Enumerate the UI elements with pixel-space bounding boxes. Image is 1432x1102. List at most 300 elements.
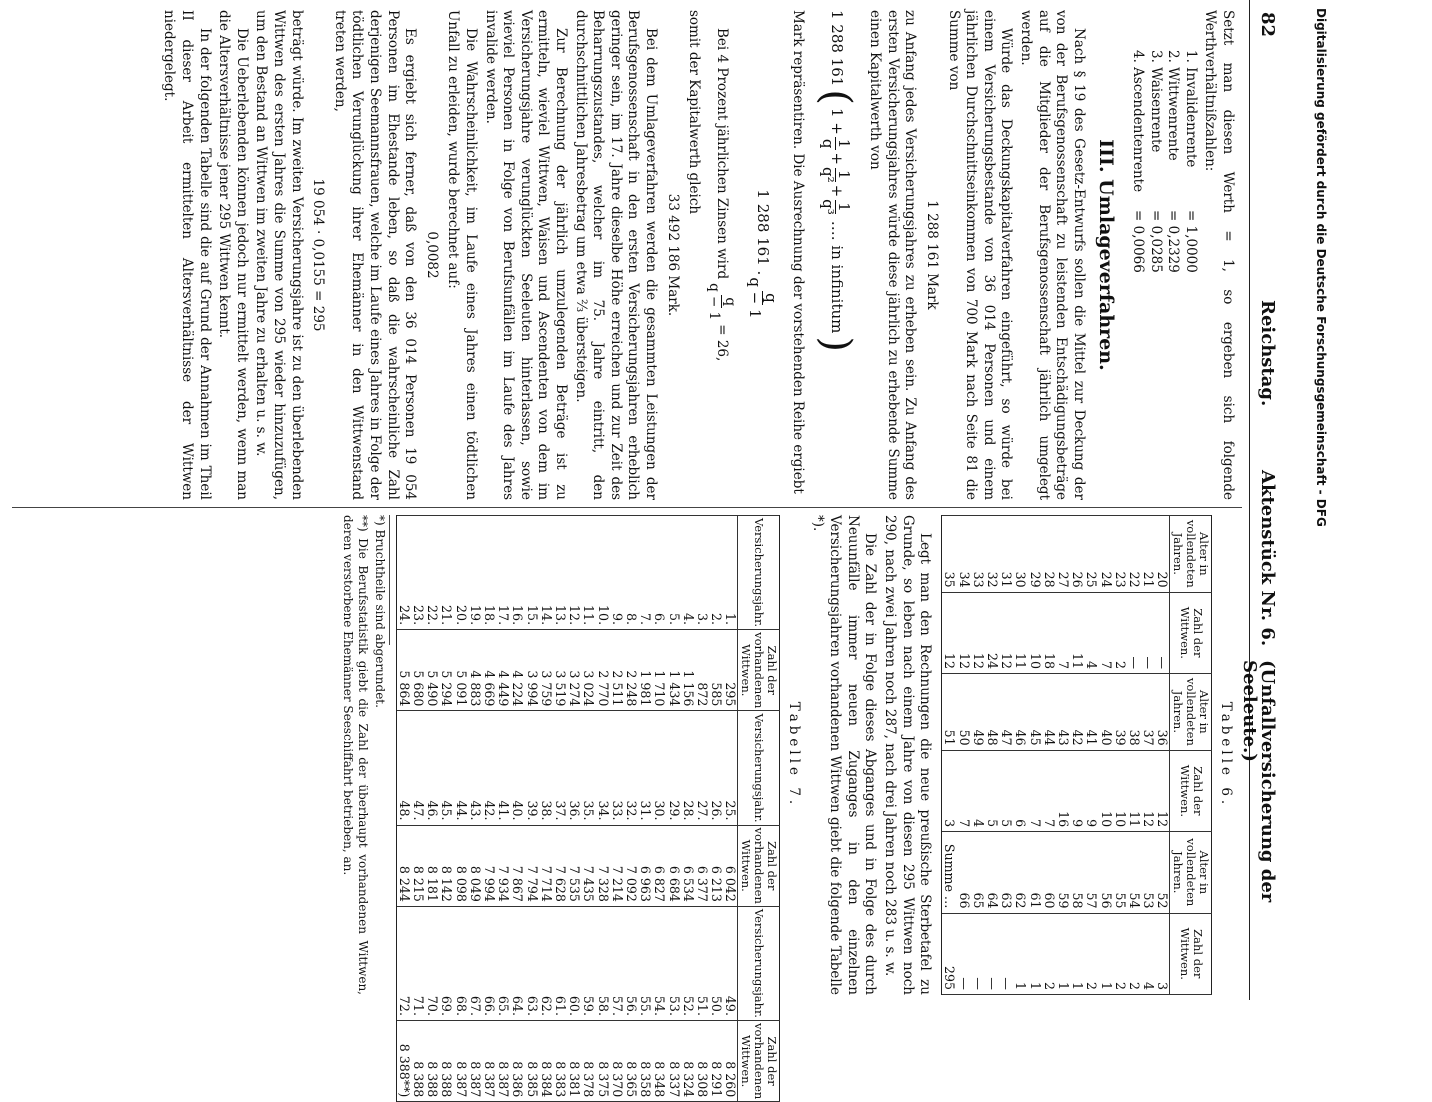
table-cell: 8. [624, 516, 638, 630]
amount: 33 492 186 Mark. [664, 193, 681, 317]
amount: 1 288 161 Mark [924, 200, 941, 310]
list-item: 3. Waisenrente = 0,0285 [1147, 50, 1164, 273]
table-cell: 46 [1013, 674, 1027, 751]
paragraph: Die Wahrscheinlichkeit, im Laufe eines Jahres einen tödtlichen Unfall zu erleiden, wurde berechnet auf: [445, 10, 479, 500]
table-cell: 3 994 [524, 630, 538, 711]
table-cell: 41 [1084, 674, 1098, 751]
table-cell: 8 181 [425, 825, 439, 906]
footnote: *) Bruchtheile sind abgerundet. [372, 515, 387, 708]
table-cell: 8 049 [468, 825, 482, 906]
table-cell: 48 [985, 674, 999, 751]
table-cell: 8 386 [510, 1020, 524, 1101]
table-cell: 18. [482, 516, 496, 630]
list-item: 1. Invalidenrente = 1,0000 [1182, 50, 1199, 273]
table-cell: 3 024 [581, 630, 595, 711]
paragraph: Mark repräsentiren. Die Ausrechnung der vorstehenden Reihe ergiebt [789, 10, 806, 494]
table-cell: 58 [1070, 832, 1084, 913]
table-cell: 23 [1113, 516, 1127, 593]
table-cell: 7 [1042, 750, 1056, 831]
table-row [524, 516, 538, 1102]
table-header: Alter in vollendeten Jahren. [1170, 516, 1212, 593]
table-row [496, 516, 510, 1102]
table-header: Versicherungsjahr. [738, 711, 780, 825]
paragraph: Nach § 19 des Gesetz-Entwurfs sollen die Mittel zur Deckung der von der Berufsgenossenschaft zu leistenden Entschädigungsbeträge auf die Mitglieder der Berufsgenossenschaft jährlich umgelegt werden. [1018, 10, 1087, 500]
table-cell: 1. [723, 516, 738, 630]
table-cell: 5 294 [439, 630, 453, 711]
table-row [453, 516, 467, 1102]
table-cell: 7 867 [510, 825, 524, 906]
table-cell: 22 [1127, 516, 1141, 593]
table-cell: 7 435 [581, 825, 595, 906]
table-cell: 8 370 [610, 1020, 624, 1101]
table-header: Alter in vollendeten Jahren. [1170, 832, 1212, 913]
table-header: Versicherungsjahr. [738, 906, 780, 1020]
table-cell: 7 092 [624, 825, 638, 906]
table-cell: 7 328 [595, 825, 609, 906]
table-cell: 5 091 [453, 630, 467, 711]
table-cell: 6 684 [666, 825, 680, 906]
table-cell: 6 963 [638, 825, 652, 906]
table-cell: 26 [1070, 516, 1084, 593]
table-header: Versicherungsjahr. [738, 516, 780, 630]
table-cell: 8 388**) [396, 1020, 411, 1101]
table-cell: 34. [595, 711, 609, 825]
table-cell: 1 156 [681, 630, 695, 711]
paragraph: Die Ueberlebenden können jedoch nur ermittelt werden, wenn man die Altersverhältnisse jener 295 Wittwen kennt. [216, 10, 250, 500]
table-cell: 8 384 [539, 1020, 553, 1101]
table-cell: 44 [1042, 674, 1056, 751]
table-header: Zahl der Wittwen. [1170, 750, 1212, 831]
table-cell: 2 [1113, 592, 1127, 673]
table-cell: 12 [956, 592, 970, 673]
table-cell: 6 213 [709, 825, 723, 906]
table-cell: 35 [942, 516, 957, 593]
table-cell: 3. [695, 516, 709, 630]
table-cell: 37 [1141, 674, 1155, 751]
table-cell: 1 [1098, 913, 1112, 994]
table-cell: 14. [539, 516, 553, 630]
table-cell: — [1141, 592, 1155, 673]
table-cell: 3 759 [539, 630, 553, 711]
table-cell: 25 [1084, 516, 1098, 593]
table-cell: 6 534 [681, 825, 695, 906]
table-cell: 65. [496, 906, 510, 1020]
left-column [158, 10, 1236, 500]
table-cell: 1 [1056, 913, 1070, 994]
table-cell: 8 358 [638, 1020, 652, 1101]
table-row [567, 516, 581, 1102]
table-cell: 55 [1113, 832, 1127, 913]
table-cell: 8 388 [411, 1020, 425, 1101]
table-cell: 3 [942, 750, 957, 831]
table-cell: 40 [1098, 674, 1112, 751]
table-row [956, 516, 970, 995]
table-row [1013, 516, 1027, 995]
table-cell: 7 535 [567, 825, 581, 906]
table-cell: 61 [1027, 832, 1041, 913]
table-cell: 16 [1056, 750, 1070, 831]
paragraph: Es ergiebt sich ferner, daß von den 36 014 Personen 19 054 Personen im Ehestande leben, so daß die wahrscheinliche Zahl derjenigen Seemannsfrauen, welche im Laufe eines Jahres in Folge der tödtlichen Verunglückung ihrer Ehemänner in den Wittwenstand treten werden, [331, 10, 419, 500]
table-row [652, 516, 666, 1102]
table-cell: 5 864 [396, 630, 411, 711]
table-cell: 8 142 [439, 825, 453, 906]
table-row [638, 516, 652, 1102]
table-cell: 32. [624, 711, 638, 825]
table-cell: 34 [956, 516, 970, 593]
table-cell: 31 [999, 516, 1013, 593]
table-cell: 6 042 [723, 825, 738, 906]
table-cell: 57 [1084, 832, 1098, 913]
table-row [539, 516, 553, 1102]
table-row [482, 516, 496, 1102]
table-row [709, 516, 723, 1102]
table-cell: 8 308 [695, 1020, 709, 1101]
table-cell: 21. [439, 516, 453, 630]
table-row [1113, 516, 1127, 995]
rent-list [1128, 50, 1198, 500]
table-row [510, 516, 524, 1102]
table-cell: 53. [666, 906, 680, 1020]
table-row [468, 516, 482, 1102]
table-cell: 12 [1155, 750, 1170, 831]
table-cell: 585 [709, 630, 723, 711]
table-cell: 8 387 [468, 1020, 482, 1101]
table-cell: 30 [1013, 516, 1027, 593]
table-cell: 70. [425, 906, 439, 1020]
list-item: 2. Wittwenrente = 0,2329 [1165, 50, 1182, 273]
table-cell: 10 [1113, 750, 1127, 831]
table-cell: 4 [971, 750, 985, 831]
table-cell: 295 [723, 630, 738, 711]
table-header: Zahl der Wittwen. [1170, 913, 1212, 994]
table-cell: 28 [1042, 516, 1056, 593]
table-header: Zahl der Wittwen. [1170, 592, 1212, 673]
table-cell: 65 [971, 832, 985, 913]
table-cell: 2 248 [624, 630, 638, 711]
table-caption: Tabelle 7. [786, 701, 802, 809]
table-cell: 872 [695, 630, 709, 711]
table-cell: 1 [1027, 913, 1041, 994]
table-cell: 6 [1013, 750, 1027, 831]
table-cell: 54 [1127, 832, 1141, 913]
digitization-text: Digitalisierung gefördert durch die Deutsche Forschungsgemeinschaft - DFG [1314, 8, 1328, 527]
table-cell: 1 710 [652, 630, 666, 711]
table-header: Zahl der vorhandenen Wittwen. [738, 630, 780, 711]
table-cell: 29. [666, 711, 680, 825]
table-cell: 8 260 [723, 1020, 738, 1101]
table-cell: 68. [453, 906, 467, 1020]
table-cell: 8 387 [482, 1020, 496, 1101]
table-cell: 50 [956, 674, 970, 751]
table-6 [941, 515, 1212, 995]
table-cell: 8 383 [553, 1020, 567, 1101]
table-row [1127, 516, 1141, 995]
table-cell: 64 [985, 832, 999, 913]
table-cell: 4 669 [482, 630, 496, 711]
table-cell: 4. [681, 516, 695, 630]
table-cell: 48. [396, 711, 411, 825]
table-cell: 8 337 [666, 1020, 680, 1101]
table-cell: 3 274 [567, 630, 581, 711]
table-cell: 10 [1027, 592, 1041, 673]
table-cell: 43 [1056, 674, 1070, 751]
table-cell: 50. [709, 906, 723, 1020]
table-cell: 25. [723, 711, 738, 825]
table-cell: 30. [652, 711, 666, 825]
series-formula: 1 288 161 ( 1 + 1 q + 1 q² + 1 q³ …. in infinitum ) [812, 10, 859, 353]
table-cell: 52. [681, 906, 695, 1020]
paragraph: Bei dem Umlageverfahren werden die gesammten Leistungen der Berufsgenossenschaft in den ersten Versicherungsjahren erheblich geringer sein, im 17. Jahre dieselbe Höhe erreichen und zur Zeit des Beharrungszustandes, welcher im 75. Jahre eintritt, den durchschnittlichen Jahresbetrag um etwa ⅔ übersteigen. [572, 10, 659, 500]
table-cell: 7 [956, 750, 970, 831]
table-cell: 10. [595, 516, 609, 630]
column-divider [12, 507, 1242, 508]
table-row [411, 516, 425, 1102]
table-cell: 5 490 [425, 630, 439, 711]
table-cell: 33 [971, 516, 985, 593]
table-cell: 38. [539, 711, 553, 825]
table-row [425, 516, 439, 1102]
table-cell: 2 [1084, 913, 1098, 994]
table-row [439, 516, 453, 1102]
table-cell: 46. [425, 711, 439, 825]
table-cell: 55. [638, 906, 652, 1020]
table-cell: 4 883 [468, 630, 482, 711]
table-cell: 43. [468, 711, 482, 825]
table-cell: 2 770 [595, 630, 609, 711]
table-cell: 19. [468, 516, 482, 630]
table-cell: 72. [396, 906, 411, 1020]
table-cell: 36. [567, 711, 581, 825]
table-cell: 15. [524, 516, 538, 630]
table-cell: 28. [681, 711, 695, 825]
table-cell: 58. [595, 906, 609, 1020]
table-cell: 7 [1098, 592, 1112, 673]
table-row [624, 516, 638, 1102]
table-cell: 71. [411, 906, 425, 1020]
table-cell: 8 388 [425, 1020, 439, 1101]
table-cell: 9. [610, 516, 624, 630]
table-cell: 5 [985, 750, 999, 831]
table-cell: 60. [567, 906, 581, 1020]
table-cell: 5 680 [411, 630, 425, 711]
table-row [1084, 516, 1098, 995]
table-cell: 53 [1141, 832, 1155, 913]
table-cell: 3 519 [553, 630, 567, 711]
table-cell: 4 [1141, 913, 1155, 994]
table-cell: 29 [1027, 516, 1041, 593]
table-cell: 49 [971, 674, 985, 751]
table-cell: 9 [1084, 750, 1098, 831]
table-cell: 24. [396, 516, 411, 630]
table-cell: 5. [666, 516, 680, 630]
paragraph: beträgt würde. Im zweiten Versicherungsjahre ist zu den überlebenden Wittwen des ersten Jahres die Summe von 295 wieder hinzuzufügen, um den Bestand an Wittwen im zweiten Jahre zu erhalten u. s. w. [253, 10, 305, 500]
table-cell: — [971, 913, 985, 994]
table-cell: 7 [1056, 592, 1070, 673]
table-cell: 40. [510, 711, 524, 825]
table-cell: 5 [999, 750, 1013, 831]
interest-line: Bei 4 Prozent jährlichen Zinsen wird q q − 1 = 26, [706, 28, 739, 362]
table-cell: 2 [1127, 913, 1141, 994]
digitization-note [1300, 0, 1432, 1000]
table-cell: 1 [1070, 913, 1084, 994]
table-cell: 12 [1141, 750, 1155, 831]
table-cell: 22. [425, 516, 439, 630]
table-row [1042, 516, 1056, 995]
table-header: Zahl der vorhandenen Wittwen. [738, 1020, 780, 1101]
table-cell: 61. [553, 906, 567, 1020]
table-cell: 66. [482, 906, 496, 1020]
table-cell: 2 [1113, 913, 1127, 994]
paragraph: zu Anfang jedes Versicherungsjahres zu erheben sein. Zu Anfang des ersten Versicherungsjahres würde diese jährlich zu erhebende Summe einen Kapitalwerth von [867, 10, 919, 500]
table-row [1027, 516, 1041, 995]
table-cell: 63 [999, 832, 1013, 913]
table-cell: 24 [985, 592, 999, 673]
table-cell: — [985, 913, 999, 994]
table-cell: 8 348 [652, 1020, 666, 1101]
header-left: Reichstag. [1257, 300, 1278, 407]
table-row [1056, 516, 1070, 995]
table-cell: 8 365 [624, 1020, 638, 1101]
table-row [1070, 516, 1084, 995]
table-cell: 295 [942, 913, 957, 994]
table-cell: 8 098 [453, 825, 467, 906]
table-cell: 1 981 [638, 630, 652, 711]
table-row [553, 516, 567, 1102]
table-header: Zahl der vorhandenen Wittwen. [738, 825, 780, 906]
table-cell: 52 [1155, 832, 1170, 913]
table-cell: 6 377 [695, 825, 709, 906]
paragraph: Würde das Deckungskapitalverfahren eingeführt, so würde bei einem Versicherungsbestande von 36 014 Personen und einem jährlichen Durchschnittseinkommen von 700 Mark nach Seite 81 die Summe von [945, 10, 1015, 500]
table-caption: Tabelle 6. [1218, 701, 1234, 809]
equation: 19 054 · 0,0155 = 295 [310, 178, 327, 332]
table-cell: 36 [1155, 674, 1170, 751]
table-cell: 18 [1042, 592, 1056, 673]
table-cell: 12. [567, 516, 581, 630]
table-cell: 45. [439, 711, 453, 825]
table-cell: 7 934 [496, 825, 510, 906]
table-cell: 23. [411, 516, 425, 630]
table-cell: 59. [581, 906, 595, 1020]
table-cell: Summe … [942, 832, 957, 913]
paragraph: somit der Kapitalwerth gleich [686, 10, 703, 215]
table-cell: 63. [524, 906, 538, 1020]
table-cell: 38 [1127, 674, 1141, 751]
table-cell: — [956, 913, 970, 994]
table-cell: 8 387 [453, 1020, 467, 1101]
header-right: (Unfallversicherung der Seeleute.) [1239, 660, 1278, 903]
table-cell: 11 [1127, 750, 1141, 831]
table-cell: 4 224 [510, 630, 524, 711]
list-item: 4. Ascendentenrente = 0,0066 [1130, 50, 1147, 273]
table-cell: 11. [581, 516, 595, 630]
table-cell: 64. [510, 906, 524, 1020]
page-number: 82 [1257, 12, 1278, 38]
value: 0,0082 [423, 231, 440, 279]
table-cell: 39 [1113, 674, 1127, 751]
table-cell: 54. [652, 906, 666, 1020]
sum-formula: 1 288 161 . q q − 1 [746, 189, 781, 319]
table-7 [396, 515, 781, 1102]
table-cell: 51. [695, 906, 709, 1020]
table-cell: 26. [709, 711, 723, 825]
header-center: Aktenstück Nr. 6. [1257, 470, 1278, 647]
table-cell: 7 994 [482, 825, 496, 906]
table-row [396, 516, 411, 1102]
page-header [1239, 0, 1280, 1000]
table-cell: 2. [709, 516, 723, 630]
table-row [1098, 516, 1112, 995]
table-cell: — [999, 913, 1013, 994]
table-cell: 8 385 [524, 1020, 538, 1101]
table-cell: 69. [439, 906, 453, 1020]
table-cell: 45 [1027, 674, 1041, 751]
table-cell: 6 827 [652, 825, 666, 906]
table-cell: 21 [1141, 516, 1155, 593]
table-cell: — [1155, 592, 1170, 673]
table-cell: 8 388 [439, 1020, 453, 1101]
table-cell: 7 214 [610, 825, 624, 906]
table-cell: 47. [411, 711, 425, 825]
table-cell: 6. [652, 516, 666, 630]
table-cell: 8 291 [709, 1020, 723, 1101]
paragraph: Die Zahl der in Folge dieses Abganges und in Folge des durch Neuunfälle immer neuen Zuganges in den einzelnen Versicherungsjahren vorhandenen Wittwen giebt die folgende Tabelle *). [809, 515, 879, 995]
table-cell: 67. [468, 906, 482, 1020]
table-row [1141, 516, 1155, 995]
table-cell: 7 714 [539, 825, 553, 906]
table-cell: 8 387 [496, 1020, 510, 1101]
table-row [999, 516, 1013, 995]
table-cell: 42. [482, 711, 496, 825]
table-cell: 8 381 [567, 1020, 581, 1101]
table-cell: 7 628 [553, 825, 567, 906]
table-cell: 17. [496, 516, 510, 630]
table-cell: 16. [510, 516, 524, 630]
table-cell: 62 [1013, 832, 1027, 913]
table-cell: 44. [453, 711, 467, 825]
table-cell: 11 [1070, 592, 1084, 673]
table-row [695, 516, 709, 1102]
table-cell: 39. [524, 711, 538, 825]
table-row [581, 516, 595, 1102]
table-cell: 1 434 [666, 630, 680, 711]
table-row [942, 516, 957, 995]
table-cell: 4 449 [496, 630, 510, 711]
table-cell: 49. [723, 906, 738, 1020]
table-row [595, 516, 609, 1102]
table-cell: 57. [610, 906, 624, 1020]
paragraph: In der folgenden Tabelle sind die auf Grund der Annahmen im Theil II dieser Arbeit ermittelten Altersverhältnisse der Wittwen niedergelegt. [161, 10, 213, 500]
table-cell: 32 [985, 516, 999, 593]
paragraph: Legt man den Rechnungen die neue preußische Sterbetafel zu Grunde, so leben nach einem Jahre von diesen 295 Wittwen noch 290, nach zwei Jahren noch 287, nach drei Jahren noch 283 u. s. w. [881, 515, 934, 995]
table-row [971, 516, 985, 995]
table-cell: 42 [1070, 674, 1084, 751]
table-header: Alter in vollendeten Jahren. [1170, 674, 1212, 751]
table-cell: 66 [956, 832, 970, 913]
table-cell: 4 [1084, 592, 1098, 673]
table-cell: 11 [1013, 592, 1027, 673]
right-column [340, 515, 1236, 1100]
footnote: **) Die Berufsstatistik giebt die Zahl der überhaupt vorhandenen Wittwen, deren verstorbene Ehemänner Seeschiffahrt betrieben, an. [340, 515, 370, 995]
table-cell: 56. [624, 906, 638, 1020]
table-cell: 10 [1098, 750, 1112, 831]
paragraph: Setzt man diesen Werth = 1, so ergeben sich folgende Werthverhältnißzahlen: [1202, 10, 1236, 500]
table-cell: 8 324 [681, 1020, 695, 1101]
table-cell: 20 [1155, 516, 1170, 593]
table-cell: 51 [942, 674, 957, 751]
table-cell: 8 378 [581, 1020, 595, 1101]
table-cell: 13. [553, 516, 567, 630]
table-cell: 31. [638, 711, 652, 825]
